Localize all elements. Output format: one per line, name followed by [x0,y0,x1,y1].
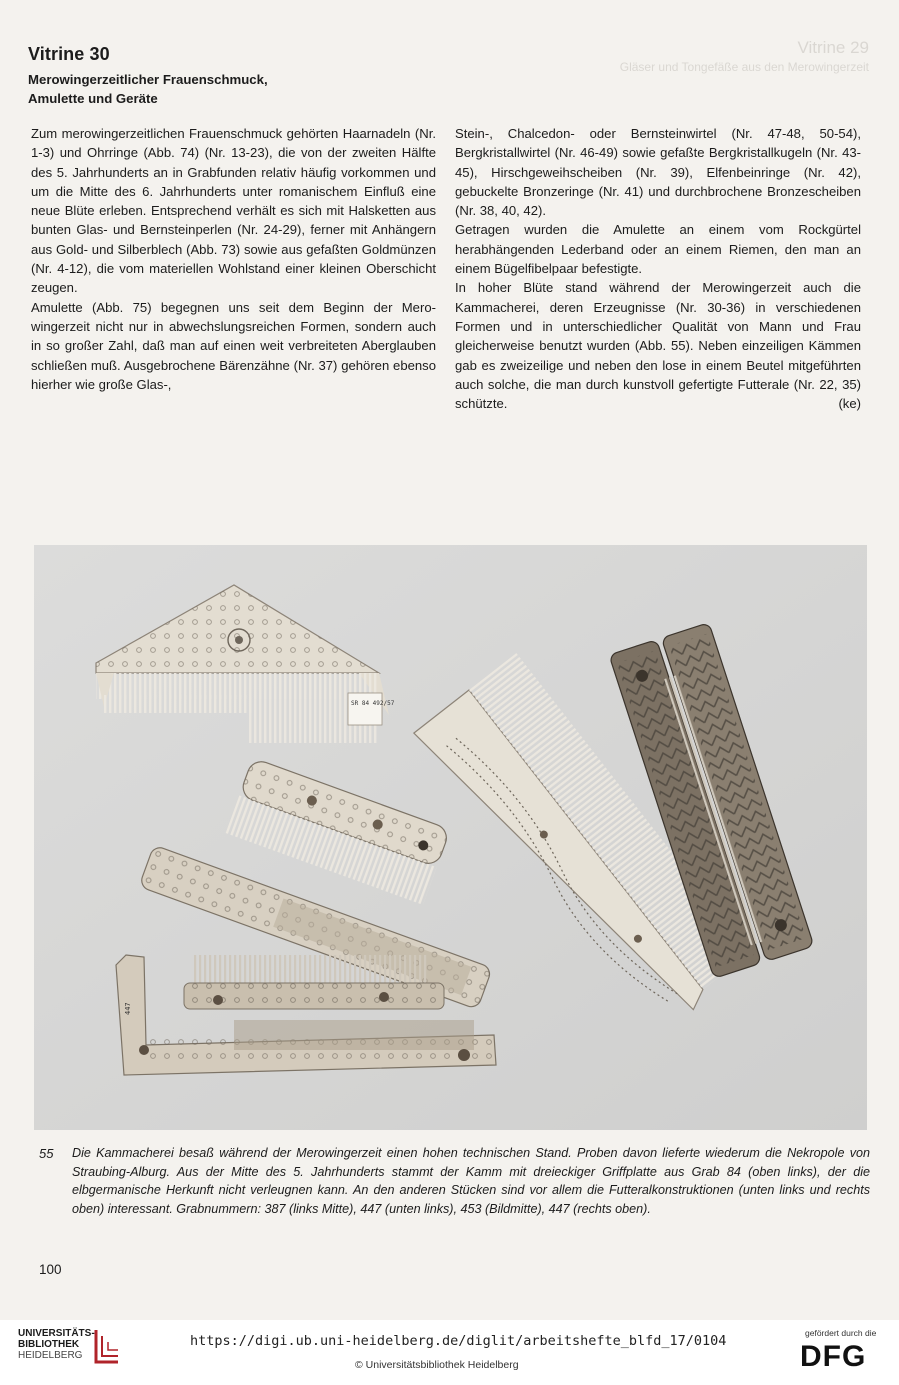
paragraph [455,278,861,413]
paragraph: Zum merowingerzeitlichen Frauenschmuck gehörten Haarnadeln (Nr. 1-3) und Ohrringe (Abb. 74) (Nr. 13-23), die von der zweiten Hälfte des 5. Jahrhunderts an in Grabfunden relativ häufig vorkommen und um die Mitte des 6. Jahrhunderts unter romanischem Einfluß eine neue Blüte erleben. Entsprechend verhält es sich mit Halsketten aus bunten Glas- und Bernsteinperlen (Nr. 24-29), ferner mit Anhängern aus Gold- und Silberblech (Abb. 73) sowie aus gefaßten Goldmünzen (Nr. 4-12), die vom materiellen Wohlstand einer kleinen Oberschicht zeugen. [31,126,436,296]
text-column-left [31,124,436,394]
digitization-footer [0,1320,899,1385]
section-title: Vitrine 30 [28,44,110,64]
subtitle-line-1: Merowingerzeitlicher Frauenschmuck, [28,72,268,87]
library-line-2: BIBLIOTHEK [18,1339,80,1350]
figure-photo-combs [34,545,867,1130]
library-line-1: UNIVERSITÄTS- [18,1328,95,1339]
bleed-through-text [509,38,869,74]
text-column-right [455,124,861,413]
author-signature: (ke) [838,396,861,412]
figure-caption: Die Kammacherei besaß während der Merowingerzeit einen hohen technischen Stand. Proben davon lieferte wiederum die Nekropole von Straubing-Alburg. Aus der Mitte des 5. Jahrhunderts stammt der Kamm mit dreieckiger Griffplatte aus Grab 84 (oben links), der die elbgermanische Herkunft nicht verleugnen kann. An den anderen Stücken sind vor allem die Futteralkonstruktionen (unten links und rechts oben) interessant. Grabnummern: 387 (links Mitte), 447 (unten links), 453 (Bildmitte), 447 (rechts oben). [72,1146,870,1216]
permalink-url[interactable]: https://digi.ub.uni-heidelberg.de/diglit/arbeitshefte_blfd_17/0104 [190,1333,727,1349]
paragraph: Amulette (Abb. 75) begegnen uns seit dem Beginn der Merowingerzeit nicht nur in abwechslungsreichen Formen, sondern auch in so großer Zahl, daß man auf einen weit verbreiteten Aberglauben schließen muß. Ausgebrochene Bärenzähne (Nr. 37) gehören ebenso hierher wie große Glas-, [31,299,436,392]
ghost-title: Vitrine 29 [797,38,869,57]
library-name [18,1328,95,1361]
dfg-logo: DFG [800,1340,867,1373]
page-number: 100 [39,1262,62,1277]
paragraph: Stein-, Chalcedon- oder Bernsteinwirtel (Nr. 47-48, 50-54), Bergkristallwirtel (Nr. 46-49) sowie gefaßte Bergkristallkugeln (Nr. 43-45), Hirschgeweihscheiben (Nr. 39), Elfenbeinringe (Nr. 42), gebuckelte Bronzeringe (Nr. 41) und durchbrochene Bronzescheiben (Nr. 38, 40, 42). [455,126,861,219]
funding-note: gefördert durch die [805,1328,877,1338]
library-line-3: HEIDELBERG [18,1350,83,1361]
ghost-subtitle: Gläser und Tongefäße aus den Merowingerzeit [619,60,869,74]
subtitle-line-2: Amulette und Geräte [28,91,158,106]
figure-number: 55 [39,1146,54,1161]
paragraph-text: In hoher Blüte stand während der Merowingerzeit auch die Kammacherei, deren Erzeugnisse (Nr. 30-36) in verschiedenen Formen und in unterschiedlicher Qualität von Mann und Frau gleicherweise benutzt wurden (Abb. 55). Neben einzeiligen Kämmen gab es zweizeilige und neben den lose in einem Beutel mitgeführten auch solche, die man durch kunstvoll gefertigte Futterale (Nr. 22, 35) schützte. [455,280,861,412]
paragraph: Getragen wurden die Amulette an einem vom Rockgürtel herabhängenden Lederband oder an einem Riemen, den man an einem Bügelfibelpaar befestigte. [455,222,861,277]
copyright-notice: © Universitätsbibliothek Heidelberg [355,1359,519,1371]
museum-label: 447 [124,1002,132,1015]
library-logo-icon [92,1328,122,1366]
museum-label: SR 84 492/57 [351,700,395,707]
comb-illustration [34,545,867,1130]
section-subtitle [28,70,268,108]
